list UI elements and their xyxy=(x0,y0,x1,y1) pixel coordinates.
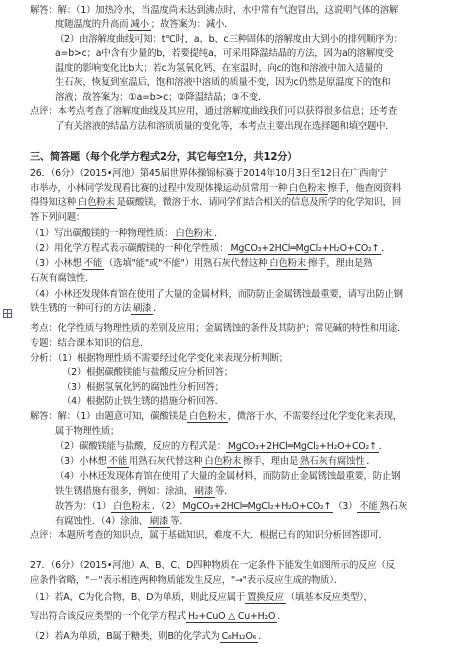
answer-blank: MgCO₃+2HCl═MgCl₂+H₂O+CO₂↑ xyxy=(230,243,380,254)
answer-blank: 白色粉末 xyxy=(288,183,326,194)
answer-blank: 不能 xyxy=(83,258,102,269)
text-line: 故答为：（1） 白色粉末 ．（2） MgCO₃+2HCl═MgCl₂+H₂O+CO₂↑ （3） 不能 熟石灰 xyxy=(55,501,408,512)
question-27-stem: 27．（6分）（2015•河池）A、B、C、D四种物质在一定条件下能发生如图所示的反应（反 xyxy=(30,560,395,571)
text-line: （2）碳酸镁能与盐酸，反应的方程式是： MgCO₃+2HCl═MgCl₂+H₂O+CO₂↑ ． xyxy=(55,441,388,452)
move-anchor-icon[interactable] xyxy=(3,309,12,318)
text-line: （3）根据氢氧化钙的腐蚀性分析回答； xyxy=(62,382,224,393)
text-line: 温度的影响变化比b大；若c为氢氧化钙，在室温时，向c的饱和溶液中加入适量的 xyxy=(55,63,383,74)
text-line: （2）由溶解度曲线可知：t℃时，a、b、c三种固体的溶解度由大到小的排列顺序为： xyxy=(55,34,403,45)
section-heading: 三、简答题（每个化学方程式2分，其它每空1分，共12分） xyxy=(30,152,298,163)
answer-blank: 白色粉末 xyxy=(204,456,242,467)
text-line: 答下列问题： xyxy=(30,212,86,223)
question-27-part-1: （1）若A、C为化合物，B、D为单质，则此反应属于 置换反应 （填基本反应类型）， xyxy=(30,592,373,603)
text-line: （3）小林想 不能 用熟石灰代替这种 白色粉末 擦手，理由是 熟石灰有腐蚀性 ． xyxy=(55,456,376,467)
text-line: （4）小林还发现体育馆在使用了大量的金属材料，而防防止金属锈蚀最重要，防止钢 xyxy=(55,471,401,482)
text-line: 有腐蚀性．（4）涂油、 刷漆 等． xyxy=(55,516,189,527)
answer-blank: 白色粉末 xyxy=(189,411,226,422)
answer-blank: MgCO₃+2HCl═MgCl₂+H₂O+CO₂↑ xyxy=(227,441,377,452)
answer-blank: C₆H₁₂O₆ xyxy=(221,631,257,642)
text-line: 了有关溶液的结晶方法和溶质质量的变化等，本考点主要出现在选择题和填空题中． xyxy=(55,121,395,132)
dianping-line: 点评：本题所考查的知识点，属于基础知识，难度不大．根据已有的知识分析回答即可． xyxy=(30,530,388,541)
question-26-part-2: （2）用化学方程式表示碳酸镁的一种化学性质： MgCO₃+2HCl═MgCl₂+H₂O+CO₂↑ ． xyxy=(30,243,391,254)
question-26-part-4: （4）小林还发现体育馆在使用了大量的金属材料，而防防止金属锈蚀最重要，请写出防止钢 xyxy=(30,289,403,300)
question-26-part-3: （3）小林想 不能 （选填"能"或"不能"）用熟石灰代替这种 白色粉末 擦手，理由是熟 xyxy=(30,258,373,269)
answer-blank: 白色粉末 xyxy=(77,197,115,208)
text-line: 得得知这种 白色粉末 是碳酸镁，微溶于水．请同学们结合相关的信息及所学的化学知识，回 xyxy=(30,197,402,208)
answer-blank: 刷漆 xyxy=(149,516,169,527)
question-27-part-2: （2）若A为单质，B属于糖类，则B的化学式为 C₆H₁₂O₆ ． xyxy=(30,631,268,642)
answer-blank: H₂+CuO △ Cu+H₂O xyxy=(187,611,276,622)
answer-blank: 白色粉末 xyxy=(269,258,306,269)
zhuanti-line: 专题：结合课本知识的信息． xyxy=(30,338,150,349)
text-line: 铁生锈的一种可行的方法 刷漆 ． xyxy=(30,303,163,314)
jieda-line: 解答：解：（1）由题意可知，碳酸镁是 白色粉末 ，微溶于水，不需要经过化学变化来表现， xyxy=(30,411,403,422)
answer-blank: 白色粉末 xyxy=(175,228,213,239)
answer-blank: 刷漆 xyxy=(132,303,152,314)
question-27-equation-line: 写出符合该反应类型的一个化学方程式 H₂+CuO △ Cu+H₂O ． xyxy=(30,611,287,622)
text-line: 属于物理性质； xyxy=(55,426,120,437)
text-line: 度随温度的升高而 减小 ；故答案为：减小． xyxy=(55,19,234,30)
text-line: 溶液；故答案为：①a=b>c；②降温结晶；③不变． xyxy=(55,92,268,103)
answer-blank: MgCO₃+2HCl═MgCl₂+H₂O+CO₂↑ xyxy=(182,501,332,512)
answer-blank: 减小 xyxy=(130,19,149,30)
question-26-part-1: （1）写出碳酸镁的一种物理性质： 白色粉末 ． xyxy=(30,228,224,239)
text-line: 市举办，小林同学发现看比赛的过程中发现体操运动员常用一种 白色粉末 擦手，他查阅资料 xyxy=(30,183,402,194)
answer-blank: 置换反应 xyxy=(247,592,284,603)
text-line: 应条件省略，"－"表示相连两种物质能发生反应，"→"表示反应生成的物质）． xyxy=(30,575,344,586)
answer-blank: 熟石灰有腐蚀性 xyxy=(300,456,365,467)
text-line: 点评：本考点考查了溶解度曲线及其应用，通过溶解度曲线我们可以获得很多信息；还考查 xyxy=(30,106,398,117)
text-line: （4）根据防止铁生锈的措施分析回答． xyxy=(62,396,224,407)
text-line: 石灰有腐蚀性． xyxy=(30,273,95,284)
text-line: （2）根据碳酸镁能与盐酸反应分析回答； xyxy=(62,367,233,378)
kaodian-line: 考点：化学性质与物理性质的差别及应用；金属锈蚀的条件及其防护；常见碱的特性和用途． xyxy=(30,323,407,334)
text-line: 铁生锈措施有很多，例如：涂油、 刷漆 等． xyxy=(55,486,234,497)
fenxi-line: 分析：（1）根据物理性质不需要经过化学变化来表现分析判断； xyxy=(30,353,288,364)
text-line: 生石灰，恢复到室温后，饱和溶液中溶质的质量不变，因为c仍然是原温度下的饱和 xyxy=(55,77,391,88)
answer-blank: 不能 xyxy=(108,456,127,467)
answer-blank: 刷漆 xyxy=(194,486,213,497)
text-line: 解答：解：（1）加热冷水，当温度尚未达到沸点时，水中常有气泡冒出，这说明气体的溶解 xyxy=(30,5,399,16)
answer-blank: 不能 xyxy=(359,501,378,512)
question-26-stem: 26．（6分）（2015•河池）第45届世界体操锦标赛于2014年10月3日至12日在广西南宁 xyxy=(30,168,387,179)
text-line: a=b>c；a中含有少量的b，若要提纯a，可采用降温结晶的方法，因为a的溶解度受 xyxy=(55,48,394,59)
answer-blank: 白色粉末 xyxy=(113,501,150,512)
